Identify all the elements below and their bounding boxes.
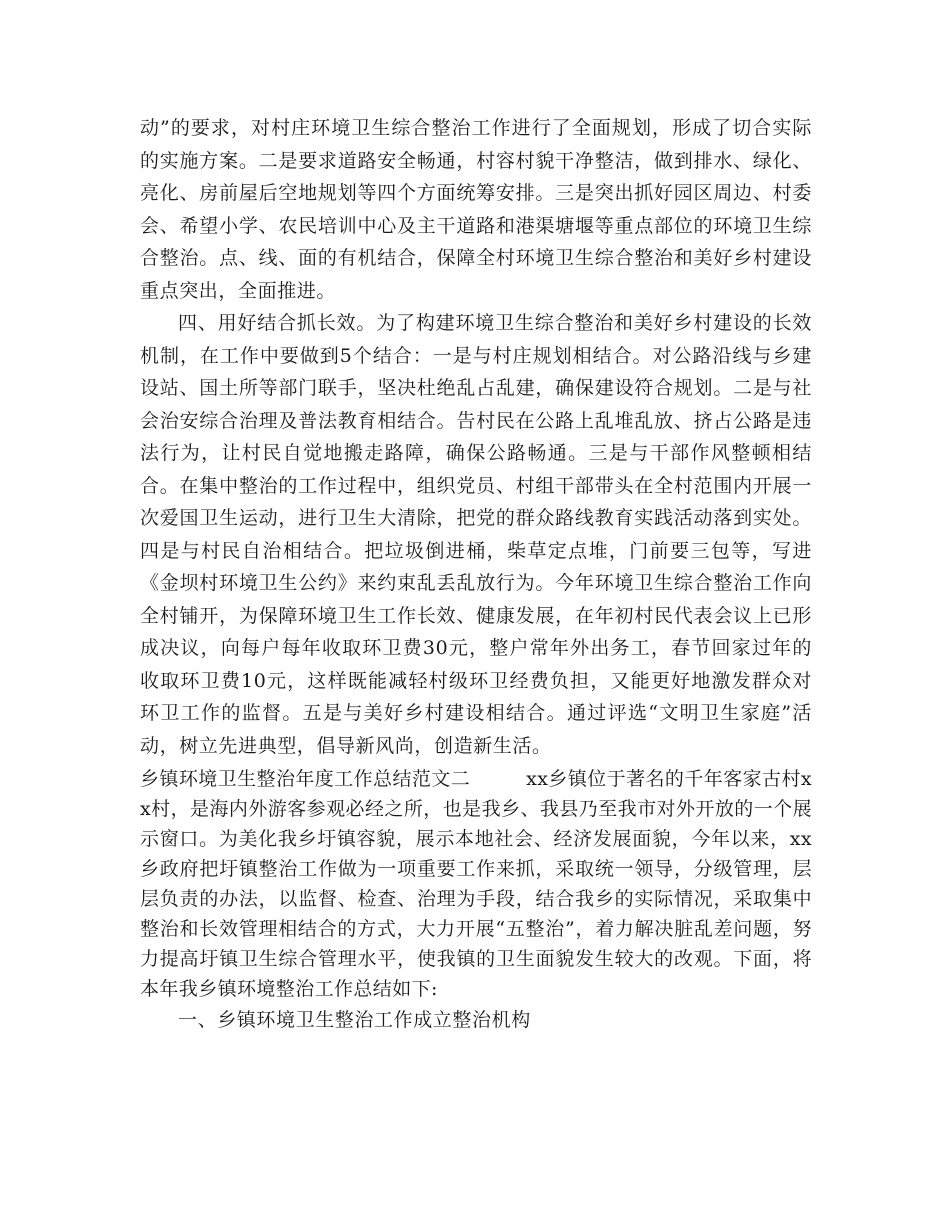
paragraph-planning-summary: 动”的要求，对村庄环境卫生综合整治工作进行了全面规划，形成了切合实际的实施方案。二是要求道路安全畅通，村容村貌干净整洁，做到排水、绿化、亮化、房前屋后空地规划等四个方面统筹安排。三是突出抓好园区周边、村委会、希望小学、农民培训中心及主干道路和港渠塘堰等重点部位的环境卫生综合整治。点、线、面的有机结合，保障全村环境卫生综合整治和美好乡村建设重点突出，全面推进。: [140, 117, 812, 302]
paragraph-long-term-mechanism: 四、用好结合抓长效。为了构建环境卫生综合整治和美好乡村建设的长效机制，在工作中要做到5个结合：一是与村庄规划相结合。对公路沿线与乡建设站、国土所等部门联手，坚决杜绝乱占乱建，确保建设符合规划。二是与社会治安综合治理及普法教育相结合。告村民在公路上乱堆乱放、挤占公路是违法行为，让村民自觉地搬走路障，确保公路畅通。三是与干部作风整顿相结合。在集中整治的工作过程中，组织党员、村组干部带头在全村范围内开展一次爱国卫生运动，进行卫生大清除，把党的群众路线教育实践活动落到实处。四是与村民自治相结合。把垃圾倒进桶，柴草定点堆，门前要三包等，写进《金坝村环境卫生公约》来约束乱丢乱放行为。今年环境卫生综合整治工作向全村铺开，为保障环境卫生工作长效、健康发展，在年初村民代表会议上已形成决议，向每户每年收取环卫费30元，整户常年外出务工，春节回家过年的收取环卫费10元，这样既能减轻村级环卫经费负担，又能更好地激发群众对环卫工作的监督。五是与美好乡村建设相结合。通过评选“文明卫生家庭”活动，树立先进典型，倡导新风尚，创造新生活。: [140, 312, 812, 757]
paragraph-summary-sample-two: [140, 764, 812, 1004]
section-body: xx乡镇位于著名的千年客家古村xx村，是海内外游客参观必经之所，也是我乡、我县乃至我市对外开放的一个展示窗口。为美化我乡圩镇容貌，展示本地社会、经济发展面貌，今年以来，xx乡政府把圩镇整治工作做为一项重要工作来抓，采取统一领导，分级管理，层层负责的办法，以监督、检查、治理为手段，结合我乡的实际情况，采取集中整治和长效管理相结合的方式，大力开展“五整治”，着力解决脏乱差问题，努力提高圩镇卫生综合管理水平，使我镇的卫生面貌发生较大的改观。下面，将本年我乡镇环境整治工作总结如下:: [140, 768, 812, 1000]
paragraph-heading-organization: 一、乡镇环境卫生整治工作成立整治机构: [178, 1009, 531, 1031]
document-page: [140, 112, 812, 1037]
section-title: 乡镇环境卫生整治年度工作总结范文二: [140, 768, 471, 790]
